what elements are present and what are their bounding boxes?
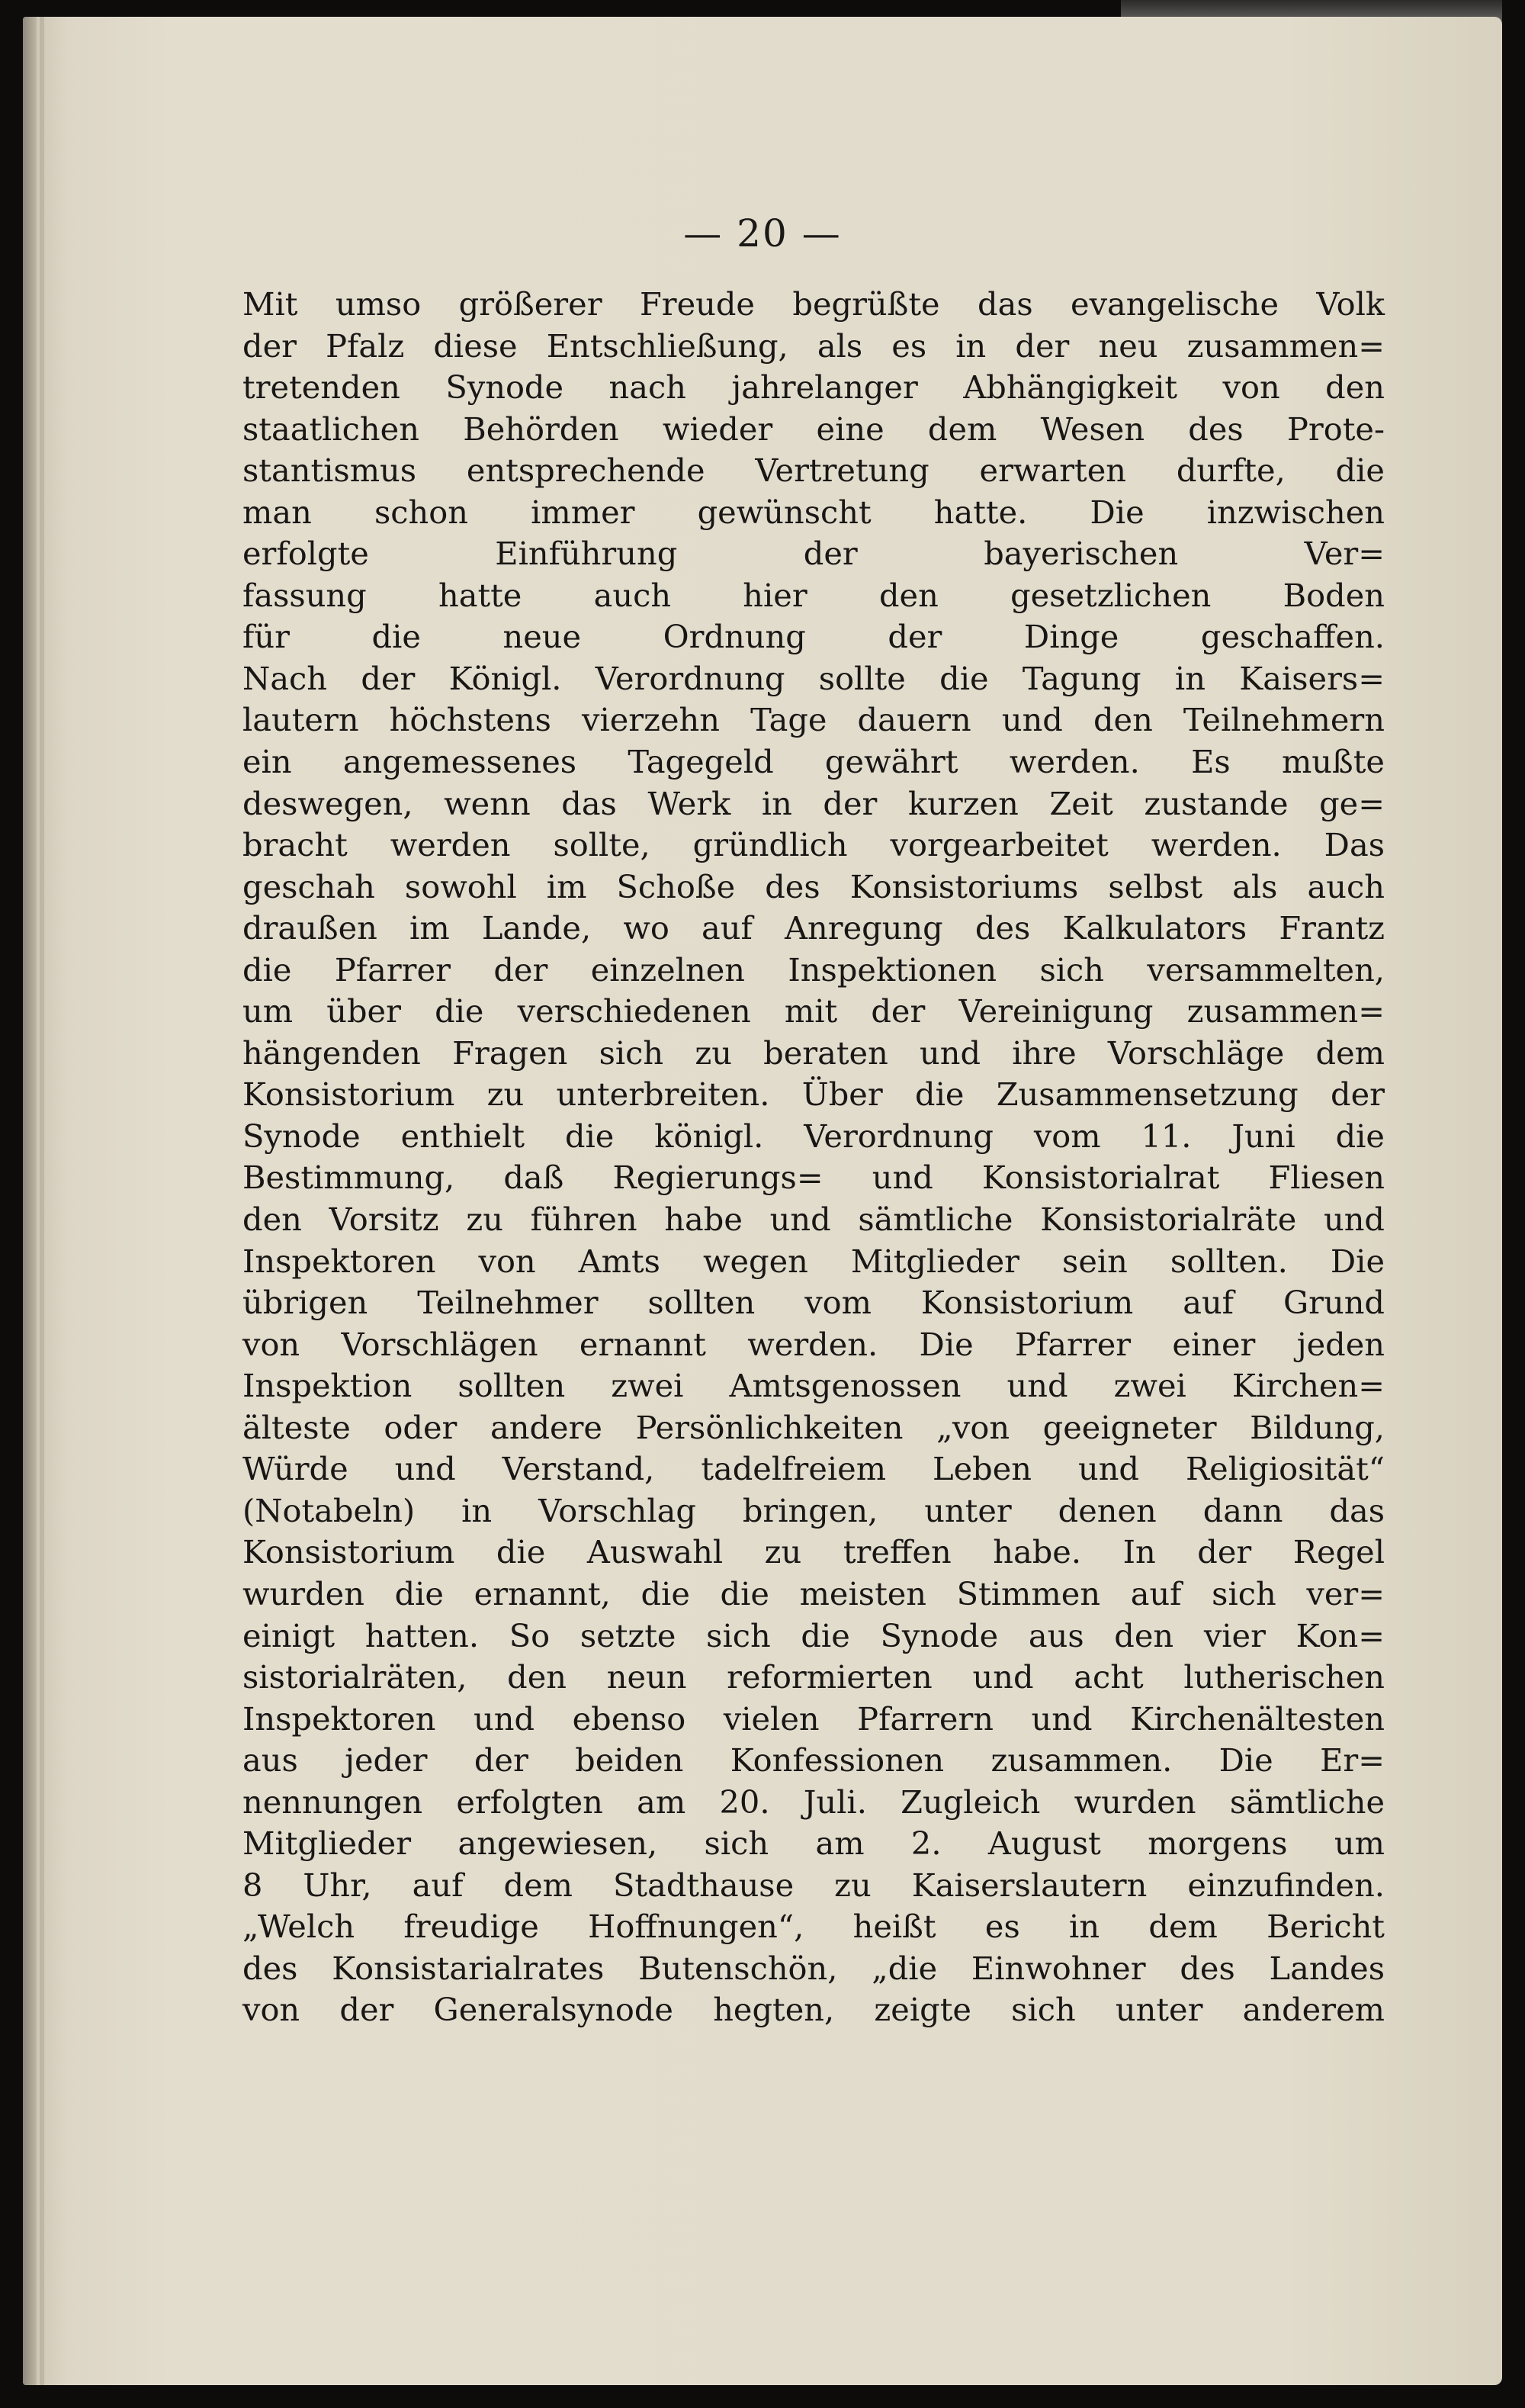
text-line: nennungen erfolgten am 20. Juli. Zugleich wurden sämtliche: [242, 1783, 1385, 1821]
text-line: übrigen Teilnehmer sollten vom Konsistorium auf Grund: [242, 1284, 1385, 1322]
text-line: draußen im Lande, wo auf Anregung des Kalkulators Frantz: [242, 909, 1385, 947]
page-binding-shadow: [40, 17, 44, 2385]
text-line: die Pfarrer der einzelnen Inspektionen sich versammelten,: [242, 950, 1385, 989]
text-line: sistorialräten, den neun reformierten und acht lutherischen: [242, 1658, 1385, 1696]
text-line: „Welch freudige Hoffnungen“, heißt es in dem Bericht: [242, 1908, 1385, 1946]
text-line: deswegen, wenn das Werk in der kurzen Zeit zustande ge=: [242, 784, 1385, 822]
text-line: den Vorsitz zu führen habe und sämtliche Konsistorialräte und: [242, 1201, 1385, 1239]
text-line: (Notabeln) in Vorschlag bringen, unter denen dann das: [242, 1491, 1385, 1529]
text-line: man schon immer gewünscht hatte. Die inzwischen: [242, 493, 1385, 531]
text-line: Mit umso größerer Freude begrüßte das evangelische Volk: [242, 285, 1385, 323]
text-line: Würde und Verstand, tadelfreiem Leben und Religiosität“: [242, 1450, 1385, 1488]
text-line: geschah sowohl im Schoße des Konsistoriums selbst als auch: [242, 867, 1385, 905]
text-line: Nach der Königl. Verordnung sollte die Tagung in Kaisers=: [242, 659, 1385, 697]
text-line: aus jeder der beiden Konfessionen zusammen. Die Er=: [242, 1741, 1385, 1779]
text-line: stantismus entsprechende Vertretung erwarten durfte, die: [242, 452, 1385, 490]
text-line: für die neue Ordnung der Dinge geschaffen.: [242, 618, 1385, 656]
text-line: älteste oder andere Persönlichkeiten „von geeigneter Bildung,: [242, 1408, 1385, 1446]
body-text: [242, 284, 1385, 2031]
text-line: tretenden Synode nach jahrelanger Abhängigkeit von den: [242, 368, 1385, 407]
text-line: lautern höchstens vierzehn Tage dauern und den Teilnehmern: [242, 701, 1385, 739]
text-line: Mitglieder angewiesen, sich am 2. August morgens um: [242, 1824, 1385, 1863]
text-line: hängenden Fragen sich zu beraten und ihre Vorschläge dem: [242, 1034, 1385, 1072]
text-line: Inspektoren von Amts wegen Mitglieder sein sollten. Die: [242, 1242, 1385, 1280]
page-number: — 20 —: [683, 211, 842, 256]
text-line: von Vorschlägen ernannt werden. Die Pfarrer einer jeden: [242, 1325, 1385, 1363]
text-line: bracht werden sollte, gründlich vorgearbeitet werden. Das: [242, 826, 1385, 864]
scan-background-edge: [1502, 0, 1525, 2408]
text-line: Bestimmung, daß Regierungs= und Konsistorialrat Fliesen: [242, 1159, 1385, 1197]
text-line: ein angemessenes Tagegeld gewährt werden. Es mußte: [242, 743, 1385, 781]
text-line: von der Generalsynode hegten, zeigte sich unter anderem: [242, 1991, 1385, 2029]
text-line: fassung hatte auch hier den gesetzlichen Boden: [242, 576, 1385, 614]
text-line: erfolgte Einführung der bayerischen Ver=: [242, 535, 1385, 573]
text-line: Inspektion sollten zwei Amtsgenossen und zwei Kirchen=: [242, 1367, 1385, 1405]
text-line: Inspektoren und ebenso vielen Pfarrern und Kirchenältesten: [242, 1699, 1385, 1738]
text-line: um über die verschiedenen mit der Vereinigung zusammen=: [242, 992, 1385, 1030]
text-line: einigt hatten. So setzte sich die Synode aus den vier Kon=: [242, 1616, 1385, 1654]
text-line: der Pfalz diese Entschließung, als es in der neu zusammen=: [242, 326, 1385, 365]
text-line: staatlichen Behörden wieder eine dem Wesen des Prote-: [242, 410, 1385, 448]
text-line: Konsistorium die Auswahl zu treffen habe. In der Regel: [242, 1533, 1385, 1571]
text-line: 8 Uhr, auf dem Stadthause zu Kaiserslautern einzufinden.: [242, 1866, 1385, 1904]
text-line: Synode enthielt die königl. Verordnung vom 11. Juni die: [242, 1117, 1385, 1155]
text-line: Konsistorium zu unterbreiten. Über die Zusammensetzung der: [242, 1075, 1385, 1114]
book-page: [23, 17, 1502, 2385]
page-binding-edge: [23, 17, 37, 2385]
text-line: des Konsistarialrates Butenschön, „die Einwohner des Landes: [242, 1949, 1385, 1987]
text-line: wurden die ernannt, die die meisten Stimmen auf sich ver=: [242, 1574, 1385, 1612]
